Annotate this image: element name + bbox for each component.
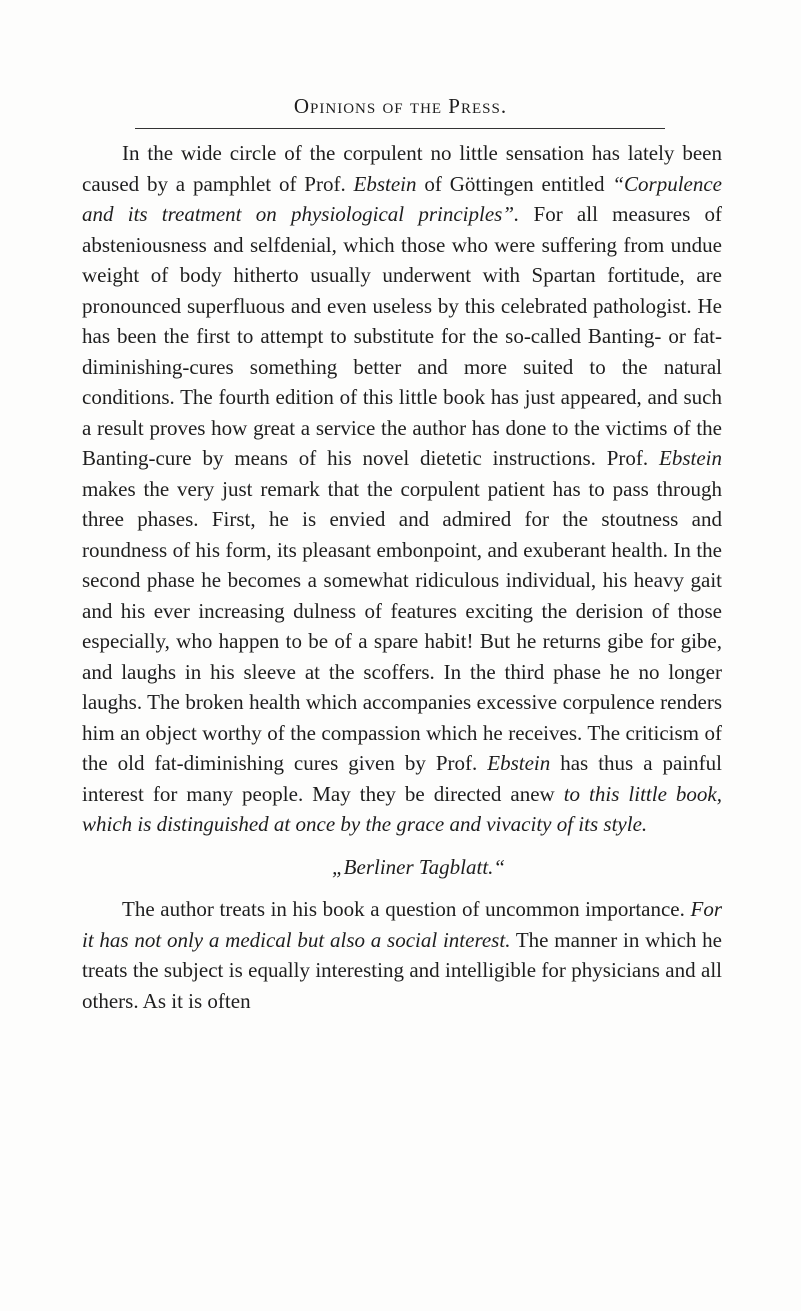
review-paragraph-second — [82, 894, 722, 1016]
review-text: In the wide circle of the corpulent no little sensation has lately been caused by a pamphlet of Prof. — [82, 141, 722, 196]
page-body — [82, 138, 722, 1016]
author-name: Ebstein — [353, 171, 417, 196]
review-text: makes the very just remark that the corpulent patient has to pass through three phases. First, he is envied and admired for the stoutness and roundness of his form, its pleasant embonpoint, and exuberant health. In the second phase he becomes a somewhat ridiculous individual, his heavy gait and his ever increasing dulness of features exciting the derision of those especially, who happen to be of a spare habit! But he returns gibe for gibe, and laughs in his sleeve at the scoffers. In the third phase he no longer laughs. The broken health which accompanies excessive corpulence renders him an object worthy of the compassion which he receives. The criticism of the old fat-diminishing cures given by Prof. — [82, 476, 722, 775]
review-text: The author treats in his book a question of uncommon importance. — [122, 897, 691, 921]
review-text: The manner in which he treats the subject is equally interesting and intelligible for physicians and all others. As it is often — [82, 927, 723, 1013]
review-text: For all measures of absteniousness and selfdenial, which those who were suffering from undue weight of body hitherto usually underwent with Spartan fortitude, are pronounced superfluous and even useless by this celebrated pathologist. He has been the first to attempt to substitute for the so-called Banting- or fat-diminishing-cures something better and more suited to the natural conditions. The fourth edition of this little book has just appeared, and such a result proves how great a service the author has done to the victims of the Banting-cure by means of his novel dietetic instructions. Prof. — [82, 202, 722, 470]
book-title: “Corpulence and its treatment on physiological principles”. — [82, 171, 722, 226]
review-italic-emphasis: For it has not only a medical but also a social interest. — [82, 897, 722, 952]
review-text: of Göttingen entitled — [416, 171, 613, 196]
review-text: has thus a painful interest for many people. May they be directed anew — [82, 751, 722, 806]
review-closing-italic: to this little book, which is distinguished at once by the grace and vivacity of its style. — [82, 781, 722, 836]
author-name: Ebstein — [659, 446, 722, 470]
author-name: Ebstein — [487, 751, 551, 775]
header-rule — [135, 128, 665, 129]
review-source-signature: „Berliner Tagblatt.“ — [332, 854, 506, 879]
page-header: Opinions of the Press. — [293, 94, 508, 118]
review-paragraph-berliner-tagblatt — [82, 138, 722, 840]
